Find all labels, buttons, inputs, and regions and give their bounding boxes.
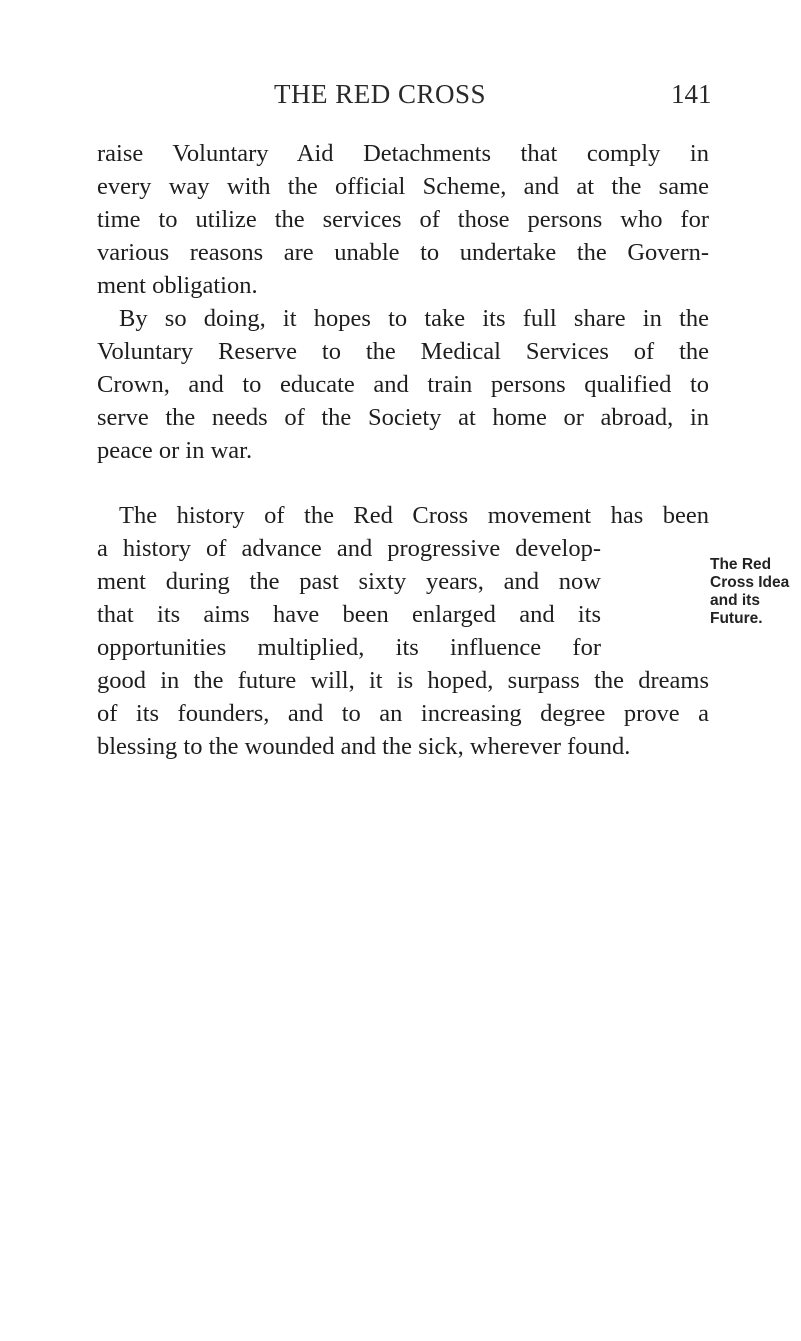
page-number: 141 bbox=[671, 79, 712, 109]
text-line: By so doing, it hopes to take its full share in the bbox=[119, 305, 709, 332]
running-head bbox=[0, 74, 801, 114]
text-line: Crown, and to educate and train persons qualified to bbox=[97, 371, 709, 398]
text-line: raise Voluntary Aid Detachments that comply in bbox=[97, 140, 709, 167]
margin-note-line: The Red bbox=[710, 556, 772, 573]
text-line: opportunities multiplied, its influence for bbox=[97, 634, 601, 661]
text-line: blessing to the wounded and the sick, wherever found. bbox=[97, 733, 631, 760]
text-line: good in the future will, it is hoped, surpass the dreams bbox=[97, 667, 709, 694]
text-line: Voluntary Reserve to the Medical Services of the bbox=[97, 338, 709, 365]
text-line: The history of the Red Cross movement has been bbox=[119, 502, 709, 529]
text-line: time to utilize the services of those persons who for bbox=[97, 206, 709, 233]
text-line: ment obligation. bbox=[97, 272, 258, 299]
margin-note-line: Cross Idea bbox=[710, 574, 790, 591]
text-line: ment during the past sixty years, and now bbox=[97, 568, 601, 595]
text-line: that its aims have been enlarged and its bbox=[97, 601, 601, 628]
running-title: THE RED CROSS bbox=[274, 79, 487, 109]
text-line: every way with the official Scheme, and at the same bbox=[97, 173, 709, 200]
text-line: of its founders, and to an increasing degree prove a bbox=[97, 700, 709, 727]
text-line: various reasons are unable to undertake the Govern- bbox=[97, 239, 709, 266]
margin-note-line: and its bbox=[710, 592, 760, 609]
text-line: serve the needs of the Society at home or abroad, in bbox=[97, 404, 709, 431]
text-line: peace or in war. bbox=[97, 437, 253, 464]
text-line: a history of advance and progressive develop- bbox=[97, 535, 601, 562]
margin-note-line: Future. bbox=[710, 610, 763, 627]
margin-note bbox=[710, 556, 801, 628]
